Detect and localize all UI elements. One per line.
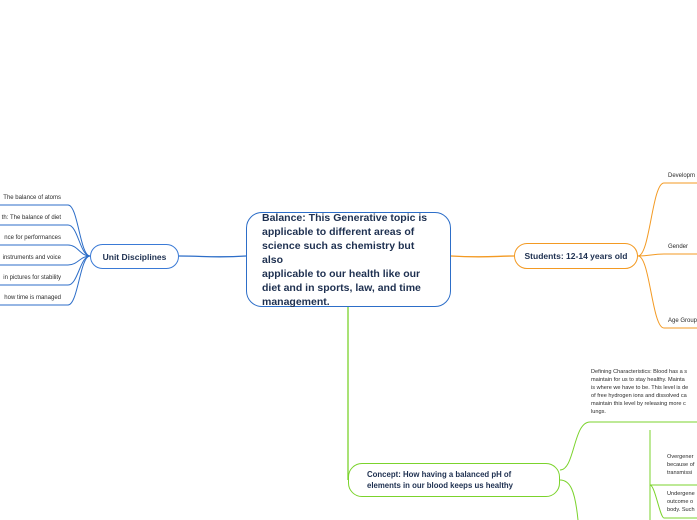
note-line: Overgener	[667, 454, 694, 460]
note-line: of free hydrogen ions and dissolved ca	[591, 393, 687, 399]
central-topic-text	[262, 211, 438, 309]
unit-disciplines-node[interactable]	[90, 244, 179, 269]
concept-line: Concept: How having a balanced pH of	[367, 470, 512, 479]
note-line: maintain for us to stay healthy. Mainta	[591, 377, 685, 383]
note-line: maintain this level by releasing more c	[591, 401, 686, 407]
link-central-unit	[179, 256, 246, 257]
students-item-gender[interactable]: Gender	[668, 244, 689, 250]
students-item-development[interactable]: Developm	[668, 173, 696, 179]
note-line: is where we have to be. This level is de	[591, 385, 689, 391]
note-line: Undergene	[667, 491, 695, 497]
students-label: Students: 12-14 years old	[524, 251, 628, 261]
students-item-age-group[interactable]: Age Group	[668, 318, 697, 324]
link-central-students	[451, 256, 514, 257]
defining-characteristics-note[interactable]	[591, 368, 688, 416]
note-line: transmissi	[667, 470, 693, 476]
note-line: Defining Characteristics: Blood has a s	[591, 369, 688, 375]
link-students-item-2	[638, 254, 697, 256]
note-line: outcome o	[667, 499, 694, 505]
overgeneralization-note[interactable]	[667, 453, 694, 477]
discipline-item-sports[interactable]: nce for performances	[4, 235, 61, 241]
link-concept-sub	[560, 480, 578, 520]
central-line: Balance: This Generative topic is	[262, 211, 428, 224]
note-line: lungs.	[591, 409, 606, 415]
central-topic-node[interactable]	[246, 212, 451, 307]
note-line: body. Such	[667, 507, 695, 513]
students-node[interactable]	[514, 243, 638, 269]
central-line: applicable to our health like our	[262, 267, 421, 280]
concept-text	[367, 469, 513, 491]
discipline-item-art[interactable]: in pictures for stability	[3, 275, 61, 281]
discipline-item-music[interactable]: instruments and voice	[2, 255, 61, 261]
concept-line: elements in our blood keeps us healthy	[367, 481, 514, 490]
unit-disciplines-label: Unit Disciplines	[102, 251, 167, 262]
central-line: applicable to different areas of	[262, 225, 415, 238]
central-line: science such as chemistry but also	[262, 239, 415, 266]
note-line: because of	[667, 462, 695, 468]
concept-node[interactable]	[348, 463, 560, 497]
central-line: diet and in sports, law, and time	[262, 281, 421, 294]
discipline-item-chemistry[interactable]: The balance of atoms	[3, 195, 61, 201]
central-line: management.	[262, 295, 330, 308]
discipline-item-health[interactable]: th: The balance of diet	[1, 215, 61, 221]
undergeneralization-note[interactable]	[667, 490, 695, 514]
discipline-item-time[interactable]: how time is managed	[4, 295, 61, 301]
